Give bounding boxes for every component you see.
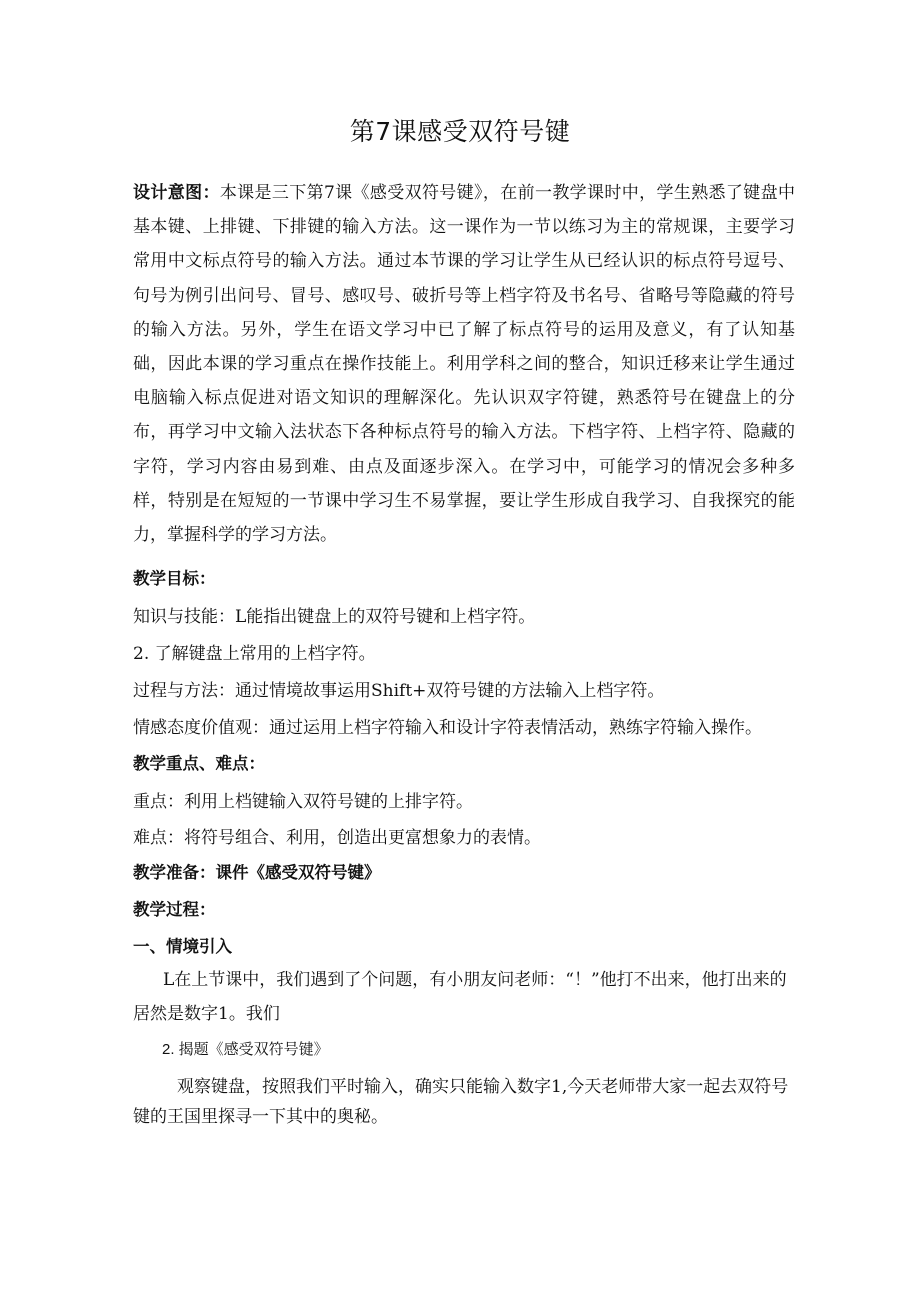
document-title: 第7课感受双符号键 [349,117,571,146]
section1-heading: 一、情境引入 [133,937,232,956]
design-intent-text: 本课是三下第7课《感受双符号键》，在前一教学课时中，学生熟悉了键盘中基本键、上排键、下排键的输入方法。这一课作为一节以练习为主的常规课，主要学习常用中文标点符号的输入方法。通过本节课的学习让学生从已经认识的标点符号逗号、句号为例引出问号、冒号、感叹号、破折号等上档字符及书名号、省略号等隐藏的符号的输入方法。另外，学生在语文学习中已了解了标点符号的运用及意义，有了认知基础，因此本课的学习重点在操作技能上。利用学科之间的整合，知识迁移来让学生通过电脑输入标点促进对语文知识的理解深化。先认识双字符键，熟悉符号在键盘上的分布，再学习中文输入法状态下各种标点符号的输入方法。下档字符、上档字符、隐藏的字符，学习内容由易到难、由点及面逐步深入。在学习中，可能学习的情况会多种多样，特别是在短短的一节课中学习生不易掌握，要让学生形成自我学习、自我探究的能力，掌握科学的学习方法。 [133,183,795,546]
objective-emotion: 情感态度价值观：通过运用上档字符输入和设计字符表情活动，熟练字符输入操作。 [133,718,762,738]
objective-process: 过程与方法：通过情境故事运用Shift+双符号键的方法输入上档字符。 [133,681,665,701]
preparation-line: 教学准备：课件《感受双符号键》 [133,863,381,882]
design-intent-label: 设计意图： [133,183,220,203]
key-point: 重点：利用上档键输入双符号键的上排字符。 [133,792,473,812]
objective-knowledge: 知识与技能：L能指出键盘上的双符号键和上档字符。 [133,607,536,627]
process-heading: 教学过程： [133,900,216,919]
objectives-heading: 教学目标： [133,569,216,588]
objective-item-2: 2. 了解键盘上常用的上档字符。 [133,644,376,664]
section1-observation-paragraph: 观察键盘，按照我们平时输入，确实只能输入数字1,今天老师带大家一起去双符号键的王国里探寻一下其中的奥秘。 [133,1077,789,1127]
key-points-heading: 教学重点、难点： [133,754,265,773]
section1-paragraph: L在上节课中，我们遇到了个问题，有小朋友问老师：“！”他打不出来，他打出来的居然是数字1。我们 [133,970,787,1024]
difficulty-point: 难点：将符号组合、利用，创造出更富想象力的表情。 [133,828,541,848]
section1-subheading: 2. 揭题《感受双符号键》 [162,1041,329,1058]
design-intent-paragraph [133,176,795,552]
